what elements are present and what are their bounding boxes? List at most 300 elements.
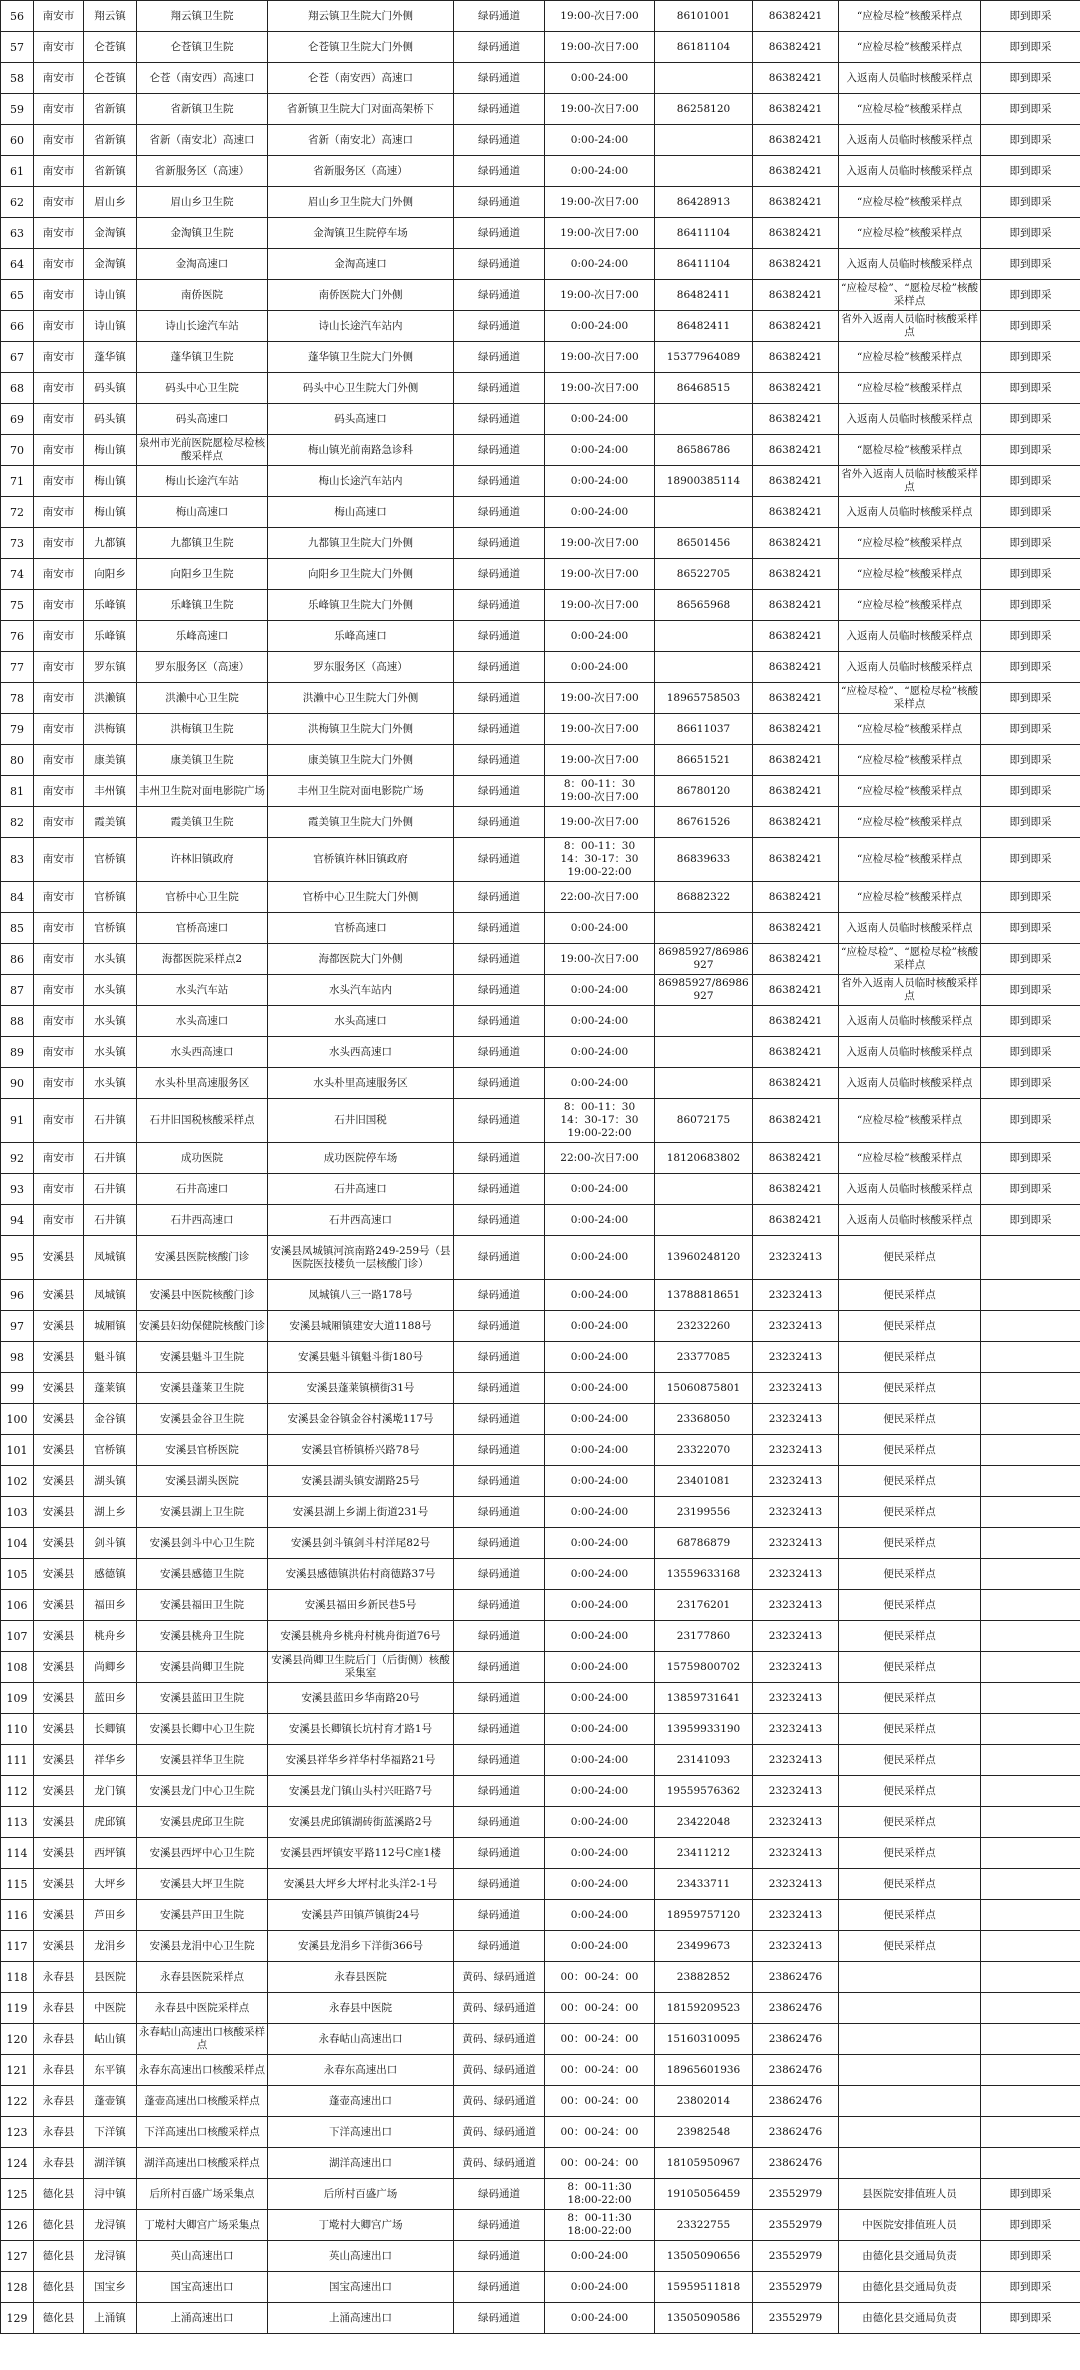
cell-town: 水头镇 — [84, 1006, 137, 1037]
cell-city: 南安市 — [34, 714, 84, 745]
cell-sampling-mode — [981, 1590, 1080, 1621]
cell-sampling-mode: 即到即采 — [981, 94, 1080, 125]
cell-supervisor-phone: 23232413 — [753, 1683, 839, 1714]
cell-channel: 绿码通道 — [454, 311, 545, 342]
cell-site-address: 洪濑中心卫生院大门外侧 — [268, 683, 454, 714]
cell-site-type: 便民采样点 — [839, 1373, 981, 1404]
cell-city: 安溪县 — [34, 1404, 84, 1435]
table-row — [1, 2179, 1080, 2210]
cell-town: 岵山镇 — [84, 2024, 137, 2055]
cell-site-name: 安溪县祥华卫生院 — [137, 1745, 268, 1776]
table-row — [1, 1497, 1080, 1528]
cell-site-phone — [655, 1205, 753, 1236]
cell-site-type — [839, 2086, 981, 2117]
table-row — [1, 187, 1080, 218]
cell-row-number: 68 — [1, 373, 34, 404]
cell-city: 永春县 — [34, 2117, 84, 2148]
cell-town: 金谷镇 — [84, 1404, 137, 1435]
cell-site-address: 梅山镇光前南路急诊科 — [268, 435, 454, 466]
cell-site-name: 码头中心卫生院 — [137, 373, 268, 404]
cell-city: 安溪县 — [34, 1900, 84, 1931]
cell-sampling-mode — [981, 1373, 1080, 1404]
cell-supervisor-phone: 23232413 — [753, 1900, 839, 1931]
cell-town: 福田乡 — [84, 1590, 137, 1621]
cell-hours: 0:00-24:00 — [545, 652, 655, 683]
table-row — [1, 249, 1080, 280]
cell-site-name: 眉山乡卫生院 — [137, 187, 268, 218]
cell-site-address: 安溪县尚卿卫生院后门（后街侧）核酸采集室 — [268, 1652, 454, 1683]
cell-site-type: 由德化县交通局负责 — [839, 2272, 981, 2303]
cell-channel: 绿码通道 — [454, 1143, 545, 1174]
cell-site-phone: 23411212 — [655, 1838, 753, 1869]
cell-city: 南安市 — [34, 249, 84, 280]
cell-town: 康美镇 — [84, 745, 137, 776]
cell-sampling-mode: 即到即采 — [981, 714, 1080, 745]
cell-site-name: 水头西高速口 — [137, 1037, 268, 1068]
cell-site-name: 洪濑中心卫生院 — [137, 683, 268, 714]
cell-row-number: 112 — [1, 1776, 34, 1807]
cell-supervisor-phone: 86382421 — [753, 1, 839, 32]
cell-site-address: 安溪县桃舟乡桃舟村桃舟街道76号 — [268, 1621, 454, 1652]
cell-site-address: 官桥高速口 — [268, 913, 454, 944]
cell-sampling-mode: 即到即采 — [981, 466, 1080, 497]
cell-city: 安溪县 — [34, 1776, 84, 1807]
cell-sampling-mode: 即到即采 — [981, 404, 1080, 435]
cell-site-name: 泉州市光前医院愿检尽检核酸采样点 — [137, 435, 268, 466]
cell-sampling-mode — [981, 1683, 1080, 1714]
cell-sampling-mode — [981, 1404, 1080, 1435]
cell-site-type: 便民采样点 — [839, 1497, 981, 1528]
cell-site-phone: 18965601936 — [655, 2055, 753, 2086]
cell-sampling-mode — [981, 1714, 1080, 1745]
cell-town: 魁斗镇 — [84, 1342, 137, 1373]
cell-hours: 00：00-24：00 — [545, 1993, 655, 2024]
cell-site-name: 安溪县金谷卫生院 — [137, 1404, 268, 1435]
table-row — [1, 1, 1080, 32]
cell-town: 蓬莱镇 — [84, 1373, 137, 1404]
cell-channel: 黄码、绿码通道 — [454, 1962, 545, 1993]
cell-site-phone: 86780120 — [655, 776, 753, 807]
cell-site-phone: 86411104 — [655, 218, 753, 249]
cell-hours: 19:00-次日7:00 — [545, 342, 655, 373]
table-row — [1, 1037, 1080, 1068]
cell-channel: 绿码通道 — [454, 1714, 545, 1745]
table-row — [1, 838, 1080, 882]
cell-town: 祥华乡 — [84, 1745, 137, 1776]
cell-site-type: “应检尽检”核酸采样点 — [839, 1099, 981, 1143]
cell-site-address: 乐峰镇卫生院大门外侧 — [268, 590, 454, 621]
cell-hours: 22:00-次日7:00 — [545, 1143, 655, 1174]
table-row — [1, 156, 1080, 187]
cell-sampling-mode: 即到即采 — [981, 63, 1080, 94]
cell-site-address: 霞美镇卫生院大门外侧 — [268, 807, 454, 838]
cell-city: 南安市 — [34, 466, 84, 497]
cell-channel: 绿码通道 — [454, 94, 545, 125]
cell-site-address: 水头高速口 — [268, 1006, 454, 1037]
cell-supervisor-phone: 86382421 — [753, 342, 839, 373]
cell-supervisor-phone: 23232413 — [753, 1807, 839, 1838]
cell-channel: 绿码通道 — [454, 1683, 545, 1714]
cell-channel: 绿码通道 — [454, 745, 545, 776]
table-row — [1, 1993, 1080, 2024]
cell-supervisor-phone: 23232413 — [753, 1559, 839, 1590]
cell-hours: 0:00-24:00 — [545, 975, 655, 1006]
cell-channel: 绿码通道 — [454, 1528, 545, 1559]
cell-sampling-mode: 即到即采 — [981, 125, 1080, 156]
cell-sampling-mode: 即到即采 — [981, 2210, 1080, 2241]
cell-supervisor-phone: 86382421 — [753, 975, 839, 1006]
cell-site-name: 安溪县大坪卫生院 — [137, 1869, 268, 1900]
cell-supervisor-phone: 23232413 — [753, 1404, 839, 1435]
cell-channel: 绿码通道 — [454, 621, 545, 652]
cell-sampling-mode — [981, 1838, 1080, 1869]
cell-sampling-mode — [981, 1311, 1080, 1342]
table-row — [1, 2086, 1080, 2117]
cell-site-phone: 23141093 — [655, 1745, 753, 1776]
cell-city: 安溪县 — [34, 1683, 84, 1714]
cell-site-name: 安溪县蓝田卫生院 — [137, 1683, 268, 1714]
cell-town: 眉山乡 — [84, 187, 137, 218]
cell-site-address: 英山高速出口 — [268, 2241, 454, 2272]
cell-town: 西坪镇 — [84, 1838, 137, 1869]
cell-site-address: 永春岵山高速出口 — [268, 2024, 454, 2055]
cell-sampling-mode: 即到即采 — [981, 683, 1080, 714]
cell-town: 霞美镇 — [84, 807, 137, 838]
table-row — [1, 2024, 1080, 2055]
cell-town: 湖上乡 — [84, 1497, 137, 1528]
cell-site-address: 安溪县城厢镇建安大道1188号 — [268, 1311, 454, 1342]
cell-supervisor-phone: 86382421 — [753, 249, 839, 280]
table-row — [1, 528, 1080, 559]
cell-city: 永春县 — [34, 2086, 84, 2117]
cell-supervisor-phone: 23862476 — [753, 2117, 839, 2148]
cell-city: 安溪县 — [34, 1236, 84, 1280]
cell-town: 仑苍镇 — [84, 63, 137, 94]
cell-site-address: 梅山长途汽车站内 — [268, 466, 454, 497]
table-row — [1, 1745, 1080, 1776]
cell-hours: 0:00-24:00 — [545, 1466, 655, 1497]
cell-site-type: “应检尽检”核酸采样点 — [839, 745, 981, 776]
cell-channel: 绿码通道 — [454, 2241, 545, 2272]
cell-row-number: 91 — [1, 1099, 34, 1143]
cell-row-number: 126 — [1, 2210, 34, 2241]
cell-supervisor-phone: 23862476 — [753, 2086, 839, 2117]
cell-town: 省新镇 — [84, 94, 137, 125]
cell-hours: 8：00-11:30 18:00-22:00 — [545, 2210, 655, 2241]
cell-site-type: 由德化县交通局负责 — [839, 2303, 981, 2334]
table-row — [1, 1099, 1080, 1143]
cell-site-name: 九都镇卫生院 — [137, 528, 268, 559]
cell-sampling-mode — [981, 1342, 1080, 1373]
cell-row-number: 122 — [1, 2086, 34, 2117]
cell-supervisor-phone: 23232413 — [753, 1931, 839, 1962]
cell-site-address: 永春县中医院 — [268, 1993, 454, 2024]
table-row — [1, 1869, 1080, 1900]
cell-row-number: 77 — [1, 652, 34, 683]
cell-site-address: 金淘镇卫生院停车场 — [268, 218, 454, 249]
cell-town: 蓬壶镇 — [84, 2086, 137, 2117]
cell-row-number: 114 — [1, 1838, 34, 1869]
cell-town: 中医院 — [84, 1993, 137, 2024]
cell-channel: 绿码通道 — [454, 944, 545, 975]
cell-hours: 19:00-次日7:00 — [545, 94, 655, 125]
cell-site-name: 金淘镇卫生院 — [137, 218, 268, 249]
cell-row-number: 90 — [1, 1068, 34, 1099]
cell-site-phone: 86985927/86986927 — [655, 975, 753, 1006]
cell-channel: 绿码通道 — [454, 1236, 545, 1280]
cell-site-address: 九都镇卫生院大门外侧 — [268, 528, 454, 559]
cell-supervisor-phone: 23862476 — [753, 2055, 839, 2086]
cell-hours: 8：00-11:30 18:00-22:00 — [545, 2179, 655, 2210]
cell-hours: 0:00-24:00 — [545, 1311, 655, 1342]
cell-town: 县医院 — [84, 1962, 137, 1993]
cell-channel: 绿码通道 — [454, 1099, 545, 1143]
cell-city: 安溪县 — [34, 1497, 84, 1528]
cell-row-number: 93 — [1, 1174, 34, 1205]
cell-site-name: 仑苍（南安西）高速口 — [137, 63, 268, 94]
cell-hours: 0:00-24:00 — [545, 1236, 655, 1280]
cell-sampling-mode: 即到即采 — [981, 2303, 1080, 2334]
cell-sampling-mode — [981, 2148, 1080, 2179]
cell-hours: 00：00-24：00 — [545, 2086, 655, 2117]
cell-site-type: 入返南人员临时核酸采样点 — [839, 497, 981, 528]
cell-city: 南安市 — [34, 745, 84, 776]
cell-sampling-mode: 即到即采 — [981, 745, 1080, 776]
cell-channel: 绿码通道 — [454, 1068, 545, 1099]
cell-sampling-mode: 即到即采 — [981, 882, 1080, 913]
table-row — [1, 652, 1080, 683]
cell-city: 德化县 — [34, 2272, 84, 2303]
cell-hours: 19:00-次日7:00 — [545, 590, 655, 621]
cell-row-number: 69 — [1, 404, 34, 435]
cell-site-phone: 86468515 — [655, 373, 753, 404]
cell-site-phone: 23199556 — [655, 1497, 753, 1528]
cell-site-address: 安溪县湖上乡湖上街道231号 — [268, 1497, 454, 1528]
cell-site-address: 湖洋高速出口 — [268, 2148, 454, 2179]
cell-town: 省新镇 — [84, 125, 137, 156]
cell-hours: 19:00-次日7:00 — [545, 32, 655, 63]
cell-site-type: 便民采样点 — [839, 1236, 981, 1280]
cell-sampling-mode: 即到即采 — [981, 559, 1080, 590]
cell-site-phone: 13859731641 — [655, 1683, 753, 1714]
cell-site-name: 海都医院采样点2 — [137, 944, 268, 975]
cell-town: 蓬华镇 — [84, 342, 137, 373]
cell-hours: 0:00-24:00 — [545, 2303, 655, 2334]
cell-site-type — [839, 2055, 981, 2086]
cell-hours: 19:00-次日7:00 — [545, 714, 655, 745]
cell-site-address: 安溪县西坪镇安平路112号C座1楼 — [268, 1838, 454, 1869]
cell-site-name: 安溪县桃舟卫生院 — [137, 1621, 268, 1652]
table-row — [1, 1900, 1080, 1931]
cell-sampling-mode: 即到即采 — [981, 838, 1080, 882]
table-row — [1, 1714, 1080, 1745]
cell-site-phone: 13505090586 — [655, 2303, 753, 2334]
cell-channel: 绿码通道 — [454, 1280, 545, 1311]
cell-supervisor-phone: 86382421 — [753, 1205, 839, 1236]
cell-channel: 绿码通道 — [454, 2272, 545, 2303]
cell-site-phone: 86882322 — [655, 882, 753, 913]
cell-site-address: 向阳乡卫生院大门外侧 — [268, 559, 454, 590]
cell-city: 德化县 — [34, 2241, 84, 2272]
cell-channel: 绿码通道 — [454, 1037, 545, 1068]
cell-sampling-mode: 即到即采 — [981, 621, 1080, 652]
cell-city: 安溪县 — [34, 1869, 84, 1900]
cell-sampling-mode — [981, 1993, 1080, 2024]
cell-sampling-mode — [981, 2024, 1080, 2055]
cell-supervisor-phone: 23552979 — [753, 2241, 839, 2272]
cell-site-type: 便民采样点 — [839, 1311, 981, 1342]
cell-hours: 00：00-24：00 — [545, 2055, 655, 2086]
cell-hours: 0:00-24:00 — [545, 404, 655, 435]
cell-hours: 19:00-次日7:00 — [545, 218, 655, 249]
cell-row-number: 110 — [1, 1714, 34, 1745]
cell-supervisor-phone: 86382421 — [753, 156, 839, 187]
cell-city: 南安市 — [34, 1099, 84, 1143]
cell-supervisor-phone: 23232413 — [753, 1869, 839, 1900]
cell-row-number: 105 — [1, 1559, 34, 1590]
cell-channel: 绿码通道 — [454, 125, 545, 156]
cell-city: 安溪县 — [34, 1652, 84, 1683]
cell-town: 凤城镇 — [84, 1236, 137, 1280]
cell-site-name: 永春县中医院采样点 — [137, 1993, 268, 2024]
cell-hours: 0:00-24:00 — [545, 1683, 655, 1714]
cell-town: 乐峰镇 — [84, 590, 137, 621]
table-row — [1, 913, 1080, 944]
table-row — [1, 2272, 1080, 2303]
cell-site-name: 向阳乡卫生院 — [137, 559, 268, 590]
cell-site-address: 成功医院停车场 — [268, 1143, 454, 1174]
cell-site-type: 便民采样点 — [839, 1280, 981, 1311]
cell-city: 南安市 — [34, 590, 84, 621]
cell-site-address: 省新（南安北）高速口 — [268, 125, 454, 156]
table-body — [1, 1, 1080, 2334]
table-row — [1, 559, 1080, 590]
cell-city: 南安市 — [34, 559, 84, 590]
cell-row-number: 99 — [1, 1373, 34, 1404]
cell-supervisor-phone: 86382421 — [753, 218, 839, 249]
cell-site-phone — [655, 652, 753, 683]
cell-channel: 黄码、绿码通道 — [454, 2024, 545, 2055]
cell-site-address: 乐峰高速口 — [268, 621, 454, 652]
cell-site-phone: 23368050 — [655, 1404, 753, 1435]
cell-town: 城厢镇 — [84, 1311, 137, 1342]
cell-city: 安溪县 — [34, 1280, 84, 1311]
cell-site-address: 洪梅镇卫生院大门外侧 — [268, 714, 454, 745]
cell-sampling-mode: 即到即采 — [981, 218, 1080, 249]
cell-site-name: 上涌高速出口 — [137, 2303, 268, 2334]
cell-city: 南安市 — [34, 1174, 84, 1205]
cell-city: 德化县 — [34, 2179, 84, 2210]
cell-supervisor-phone: 86382421 — [753, 187, 839, 218]
cell-site-phone — [655, 1174, 753, 1205]
cell-row-number: 72 — [1, 497, 34, 528]
cell-hours: 0:00-24:00 — [545, 311, 655, 342]
cell-city: 德化县 — [34, 2210, 84, 2241]
cell-channel: 绿码通道 — [454, 714, 545, 745]
cell-sampling-mode — [981, 1745, 1080, 1776]
cell-site-type — [839, 2148, 981, 2179]
cell-town: 洪梅镇 — [84, 714, 137, 745]
cell-site-name: 翔云镇卫生院 — [137, 1, 268, 32]
cell-row-number: 121 — [1, 2055, 34, 2086]
cell-site-phone: 86501456 — [655, 528, 753, 559]
cell-channel: 黄码、绿码通道 — [454, 2086, 545, 2117]
cell-sampling-mode: 即到即采 — [981, 1143, 1080, 1174]
cell-row-number: 75 — [1, 590, 34, 621]
cell-hours: 19:00-次日7:00 — [545, 1, 655, 32]
cell-supervisor-phone: 86382421 — [753, 125, 839, 156]
cell-site-address: 水头汽车站内 — [268, 975, 454, 1006]
cell-sampling-mode: 即到即采 — [981, 652, 1080, 683]
cell-channel: 绿码通道 — [454, 1776, 545, 1807]
cell-supervisor-phone: 86382421 — [753, 621, 839, 652]
cell-supervisor-phone: 86382421 — [753, 838, 839, 882]
cell-site-type: 入返南人员临时核酸采样点 — [839, 1205, 981, 1236]
cell-channel: 绿码通道 — [454, 1373, 545, 1404]
cell-city: 安溪县 — [34, 1342, 84, 1373]
cell-site-name: 省新服务区（高速） — [137, 156, 268, 187]
cell-city: 南安市 — [34, 1037, 84, 1068]
cell-site-address: 安溪县魁斗镇魁斗街180号 — [268, 1342, 454, 1373]
cell-town: 乐峰镇 — [84, 621, 137, 652]
cell-site-address: 永春东高速出口 — [268, 2055, 454, 2086]
table-row — [1, 776, 1080, 807]
cell-site-name: 省新镇卫生院 — [137, 94, 268, 125]
cell-city: 南安市 — [34, 373, 84, 404]
cell-city: 南安市 — [34, 187, 84, 218]
cell-row-number: 89 — [1, 1037, 34, 1068]
cell-town: 大坪乡 — [84, 1869, 137, 1900]
cell-site-address: 码头高速口 — [268, 404, 454, 435]
cell-city: 南安市 — [34, 435, 84, 466]
cell-site-type: “应检尽检”核酸采样点 — [839, 882, 981, 913]
cell-city: 永春县 — [34, 2148, 84, 2179]
cell-channel: 绿码通道 — [454, 559, 545, 590]
cell-site-phone — [655, 156, 753, 187]
cell-site-address: 蓬壶高速出口 — [268, 2086, 454, 2117]
cell-channel: 绿码通道 — [454, 187, 545, 218]
cell-row-number: 111 — [1, 1745, 34, 1776]
cell-site-type: 便民采样点 — [839, 1900, 981, 1931]
cell-site-name: 安溪县长卿中心卫生院 — [137, 1714, 268, 1745]
cell-supervisor-phone: 86382421 — [753, 807, 839, 838]
cell-sampling-mode: 即到即采 — [981, 944, 1080, 975]
cell-hours: 0:00-24:00 — [545, 913, 655, 944]
cell-site-name: 乐峰镇卫生院 — [137, 590, 268, 621]
cell-site-phone: 86565968 — [655, 590, 753, 621]
cell-channel: 绿码通道 — [454, 1497, 545, 1528]
cell-supervisor-phone: 86382421 — [753, 913, 839, 944]
cell-supervisor-phone: 23232413 — [753, 1497, 839, 1528]
cell-site-phone: 23802014 — [655, 2086, 753, 2117]
cell-site-type: 入返南人员临时核酸采样点 — [839, 156, 981, 187]
cell-site-phone: 18965758503 — [655, 683, 753, 714]
cell-site-type: 便民采样点 — [839, 1590, 981, 1621]
cell-site-address: 丰州卫生院对面电影院广场 — [268, 776, 454, 807]
cell-row-number: 87 — [1, 975, 34, 1006]
cell-row-number: 88 — [1, 1006, 34, 1037]
cell-city: 南安市 — [34, 32, 84, 63]
cell-site-type: “应检尽检”核酸采样点 — [839, 714, 981, 745]
cell-hours: 22:00-次日7:00 — [545, 882, 655, 913]
cell-channel: 黄码、绿码通道 — [454, 1993, 545, 2024]
cell-channel: 绿码通道 — [454, 373, 545, 404]
cell-town: 凤城镇 — [84, 1280, 137, 1311]
table-row — [1, 63, 1080, 94]
table-row — [1, 1838, 1080, 1869]
cell-sampling-mode — [981, 2055, 1080, 2086]
table-row — [1, 218, 1080, 249]
